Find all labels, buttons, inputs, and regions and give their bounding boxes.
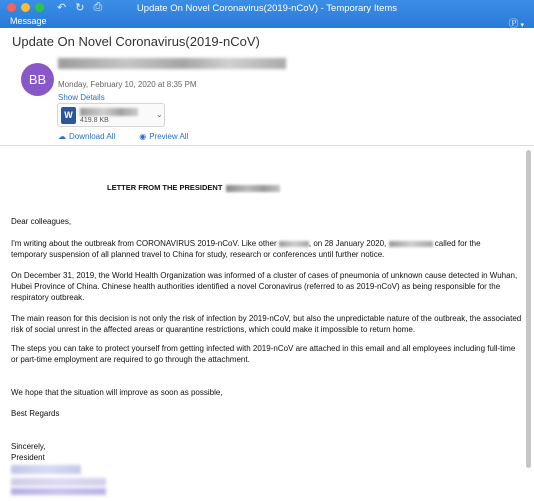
- window-title: Update On Novel Coronavirus(2019-nCoV) - Temporary Items: [136, 3, 398, 14]
- message-date: Monday, February 10, 2020 at 8:35 PM: [58, 80, 197, 89]
- window-titlebar: [0, 0, 534, 28]
- header-divider: [0, 145, 534, 146]
- attachment-name-redacted: [80, 108, 138, 116]
- chevron-down-icon: ▾: [518, 22, 524, 29]
- paragraph-4: The steps you can take to protect yourself from getting infected with 2019-nCoV are attached in this email and all employees including full-time or part-time employment are required to go through the attachment.: [11, 344, 516, 364]
- help-button[interactable]: [509, 15, 524, 30]
- sincerely: Sincerely,: [11, 442, 46, 451]
- avatar: BB: [21, 63, 54, 96]
- attachment-card[interactable]: [57, 103, 165, 127]
- best-regards: Best Regards: [11, 409, 60, 418]
- signature-redacted: [11, 488, 106, 495]
- letter-heading-text: LETTER FROM THE PRESIDENT: [107, 183, 223, 192]
- signature-redacted: [11, 465, 81, 474]
- eye-icon: ◉: [139, 132, 147, 141]
- attachment-actions: [58, 132, 188, 141]
- p1-text-b: , on 28 January 2020,: [308, 239, 387, 248]
- print-icon[interactable]: ⎙: [93, 1, 103, 13]
- scrollbar[interactable]: [525, 148, 533, 498]
- paragraph-5: We hope that the situation will improve as soon as possible,: [11, 388, 223, 397]
- question-circle-icon: Ⓟ: [508, 19, 519, 30]
- refresh-icon[interactable]: ↻: [75, 2, 85, 14]
- scrollbar-thumb[interactable]: [526, 150, 531, 468]
- letter-heading: [107, 183, 280, 192]
- president-name-redacted: [226, 185, 280, 192]
- preview-all-link[interactable]: Preview All: [149, 132, 189, 141]
- president-title: President: [11, 453, 45, 462]
- back-icon[interactable]: ↶: [57, 2, 67, 14]
- show-details-link[interactable]: Show Details: [58, 93, 105, 102]
- greeting: Dear colleagues,: [11, 217, 72, 226]
- p1-text-d: temporary suspension of all planned travel to China for study, research or conferences until further notice.: [11, 250, 385, 259]
- chevron-down-icon[interactable]: ⌄: [156, 110, 163, 119]
- p1-text-a: I'm writing about the outbreak from CORONAVIRUS 2019-nCoV. Like other: [11, 239, 277, 248]
- paragraph-3: The main reason for this decision is not only the risk of infection by 2019-nCoV, but also the unpredictable nature of the outbreak, the associated risk of social unrest in the affected areas or quarantine restrictions, which could make it impossible to return home.: [11, 314, 522, 334]
- message-subject: Update On Novel Coronavirus(2019-nCoV): [12, 34, 260, 49]
- p1-text-c: called for the: [434, 239, 481, 248]
- word-doc-icon: W: [61, 107, 76, 124]
- attachment-size: 419.8 KB: [80, 117, 109, 124]
- cloud-download-icon: ☁: [58, 132, 66, 141]
- download-all-link[interactable]: Download All: [69, 132, 116, 141]
- tab-message[interactable]: Message: [10, 16, 47, 26]
- sender-redacted: [58, 58, 286, 69]
- signature-redacted: [11, 478, 106, 486]
- paragraph-2: On December 31, 2019, the World Health Organization was informed of a cluster of cases of pneumonia of unknown cause detected in Wuhan, Hubei Province of China. Chinese health authorities identified a novel Coronavirus (referred to as 2019-nCoV) as being responsible for the respiratory outbreak.: [11, 271, 518, 302]
- paragraph-1: [11, 238, 523, 260]
- redacted-text: [389, 241, 433, 247]
- redacted-text: [279, 241, 309, 247]
